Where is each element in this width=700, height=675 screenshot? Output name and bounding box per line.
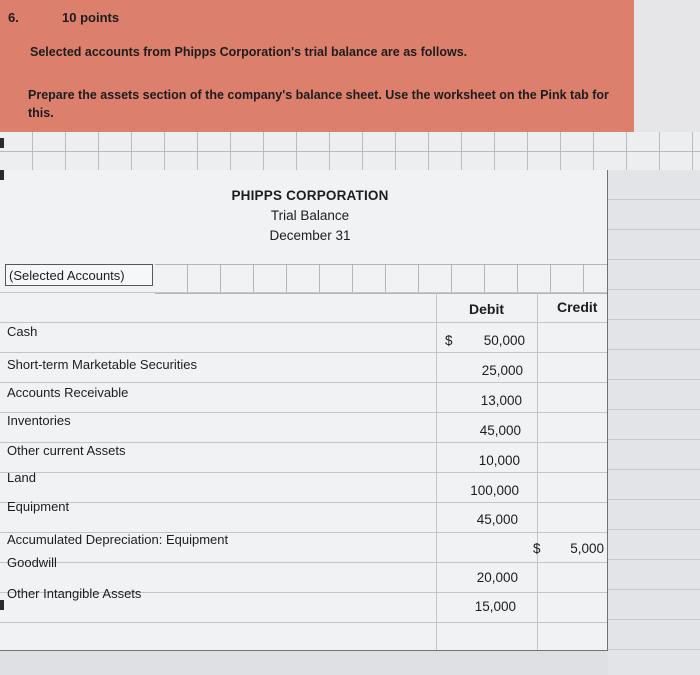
row-divider [0, 412, 607, 413]
debit-amount[interactable]: 25,000 [481, 363, 523, 378]
column-divider [537, 292, 538, 650]
spreadsheet-right-area [608, 170, 700, 675]
debit-column-header: Debit [469, 301, 504, 317]
account-name[interactable]: Other Intangible Assets [7, 586, 142, 601]
debit-amount[interactable]: 13,000 [480, 393, 522, 408]
statement-date: December 31 [269, 228, 351, 243]
debit-amount[interactable]: 50,000 [483, 333, 525, 348]
account-name[interactable]: Land [7, 470, 36, 485]
debit-amount[interactable]: 15,000 [474, 599, 516, 614]
question-text-line1: Selected accounts from Phipps Corporation's trial balance are as follows. [30, 45, 468, 59]
account-name[interactable]: Accounts Receivable [7, 385, 129, 400]
row-divider [0, 502, 607, 503]
account-name[interactable]: Goodwill [7, 555, 57, 570]
debit-amount[interactable]: 45,000 [479, 423, 521, 438]
account-name[interactable]: Short-term Marketable Securities [7, 357, 198, 372]
debit-amount[interactable]: 100,000 [470, 483, 519, 498]
debit-currency-symbol: $ [445, 333, 453, 348]
debit-amount[interactable]: 10,000 [478, 453, 520, 468]
question-number: 6. [8, 10, 19, 25]
row-marker [0, 138, 4, 148]
column-divider [436, 292, 437, 650]
row-divider [0, 322, 607, 323]
row-divider [0, 562, 607, 563]
account-name[interactable]: Inventories [7, 413, 71, 428]
debit-amount[interactable]: 20,000 [476, 570, 518, 585]
instruction-panel [0, 0, 634, 132]
row-divider [0, 292, 607, 293]
row-marker [0, 170, 4, 180]
row-marker [0, 600, 4, 610]
credit-column-header: Credit [557, 299, 598, 315]
spreadsheet-grid-strip [0, 132, 700, 171]
account-name[interactable]: Cash [7, 324, 38, 339]
account-name[interactable]: Equipment [7, 499, 70, 514]
spreadsheet-bottom-area [0, 651, 608, 675]
question-points: 10 points [62, 10, 120, 25]
row-divider [0, 352, 607, 353]
sheet-margin [634, 0, 700, 132]
credit-currency-symbol: $ [533, 541, 541, 556]
account-name[interactable]: Other current Assets [7, 443, 126, 458]
empty-header-cells[interactable] [155, 264, 607, 294]
statement-heading [210, 186, 410, 246]
row-divider [0, 382, 607, 383]
statement-title: Trial Balance [270, 208, 350, 223]
credit-amount[interactable]: 5,000 [570, 541, 604, 556]
company-name: PHIPPS CORPORATION [231, 188, 389, 203]
section-label-cell[interactable]: (Selected Accounts) [5, 264, 153, 286]
row-divider [0, 622, 607, 623]
debit-amount[interactable]: 45,000 [476, 512, 518, 527]
question-text-line2: Prepare the assets section of the company's balance sheet. Use the worksheet on the Pink tab for this. [28, 88, 609, 120]
account-name[interactable]: Accumulated Depreciation: Equipment [7, 532, 229, 547]
row-divider [0, 472, 607, 473]
